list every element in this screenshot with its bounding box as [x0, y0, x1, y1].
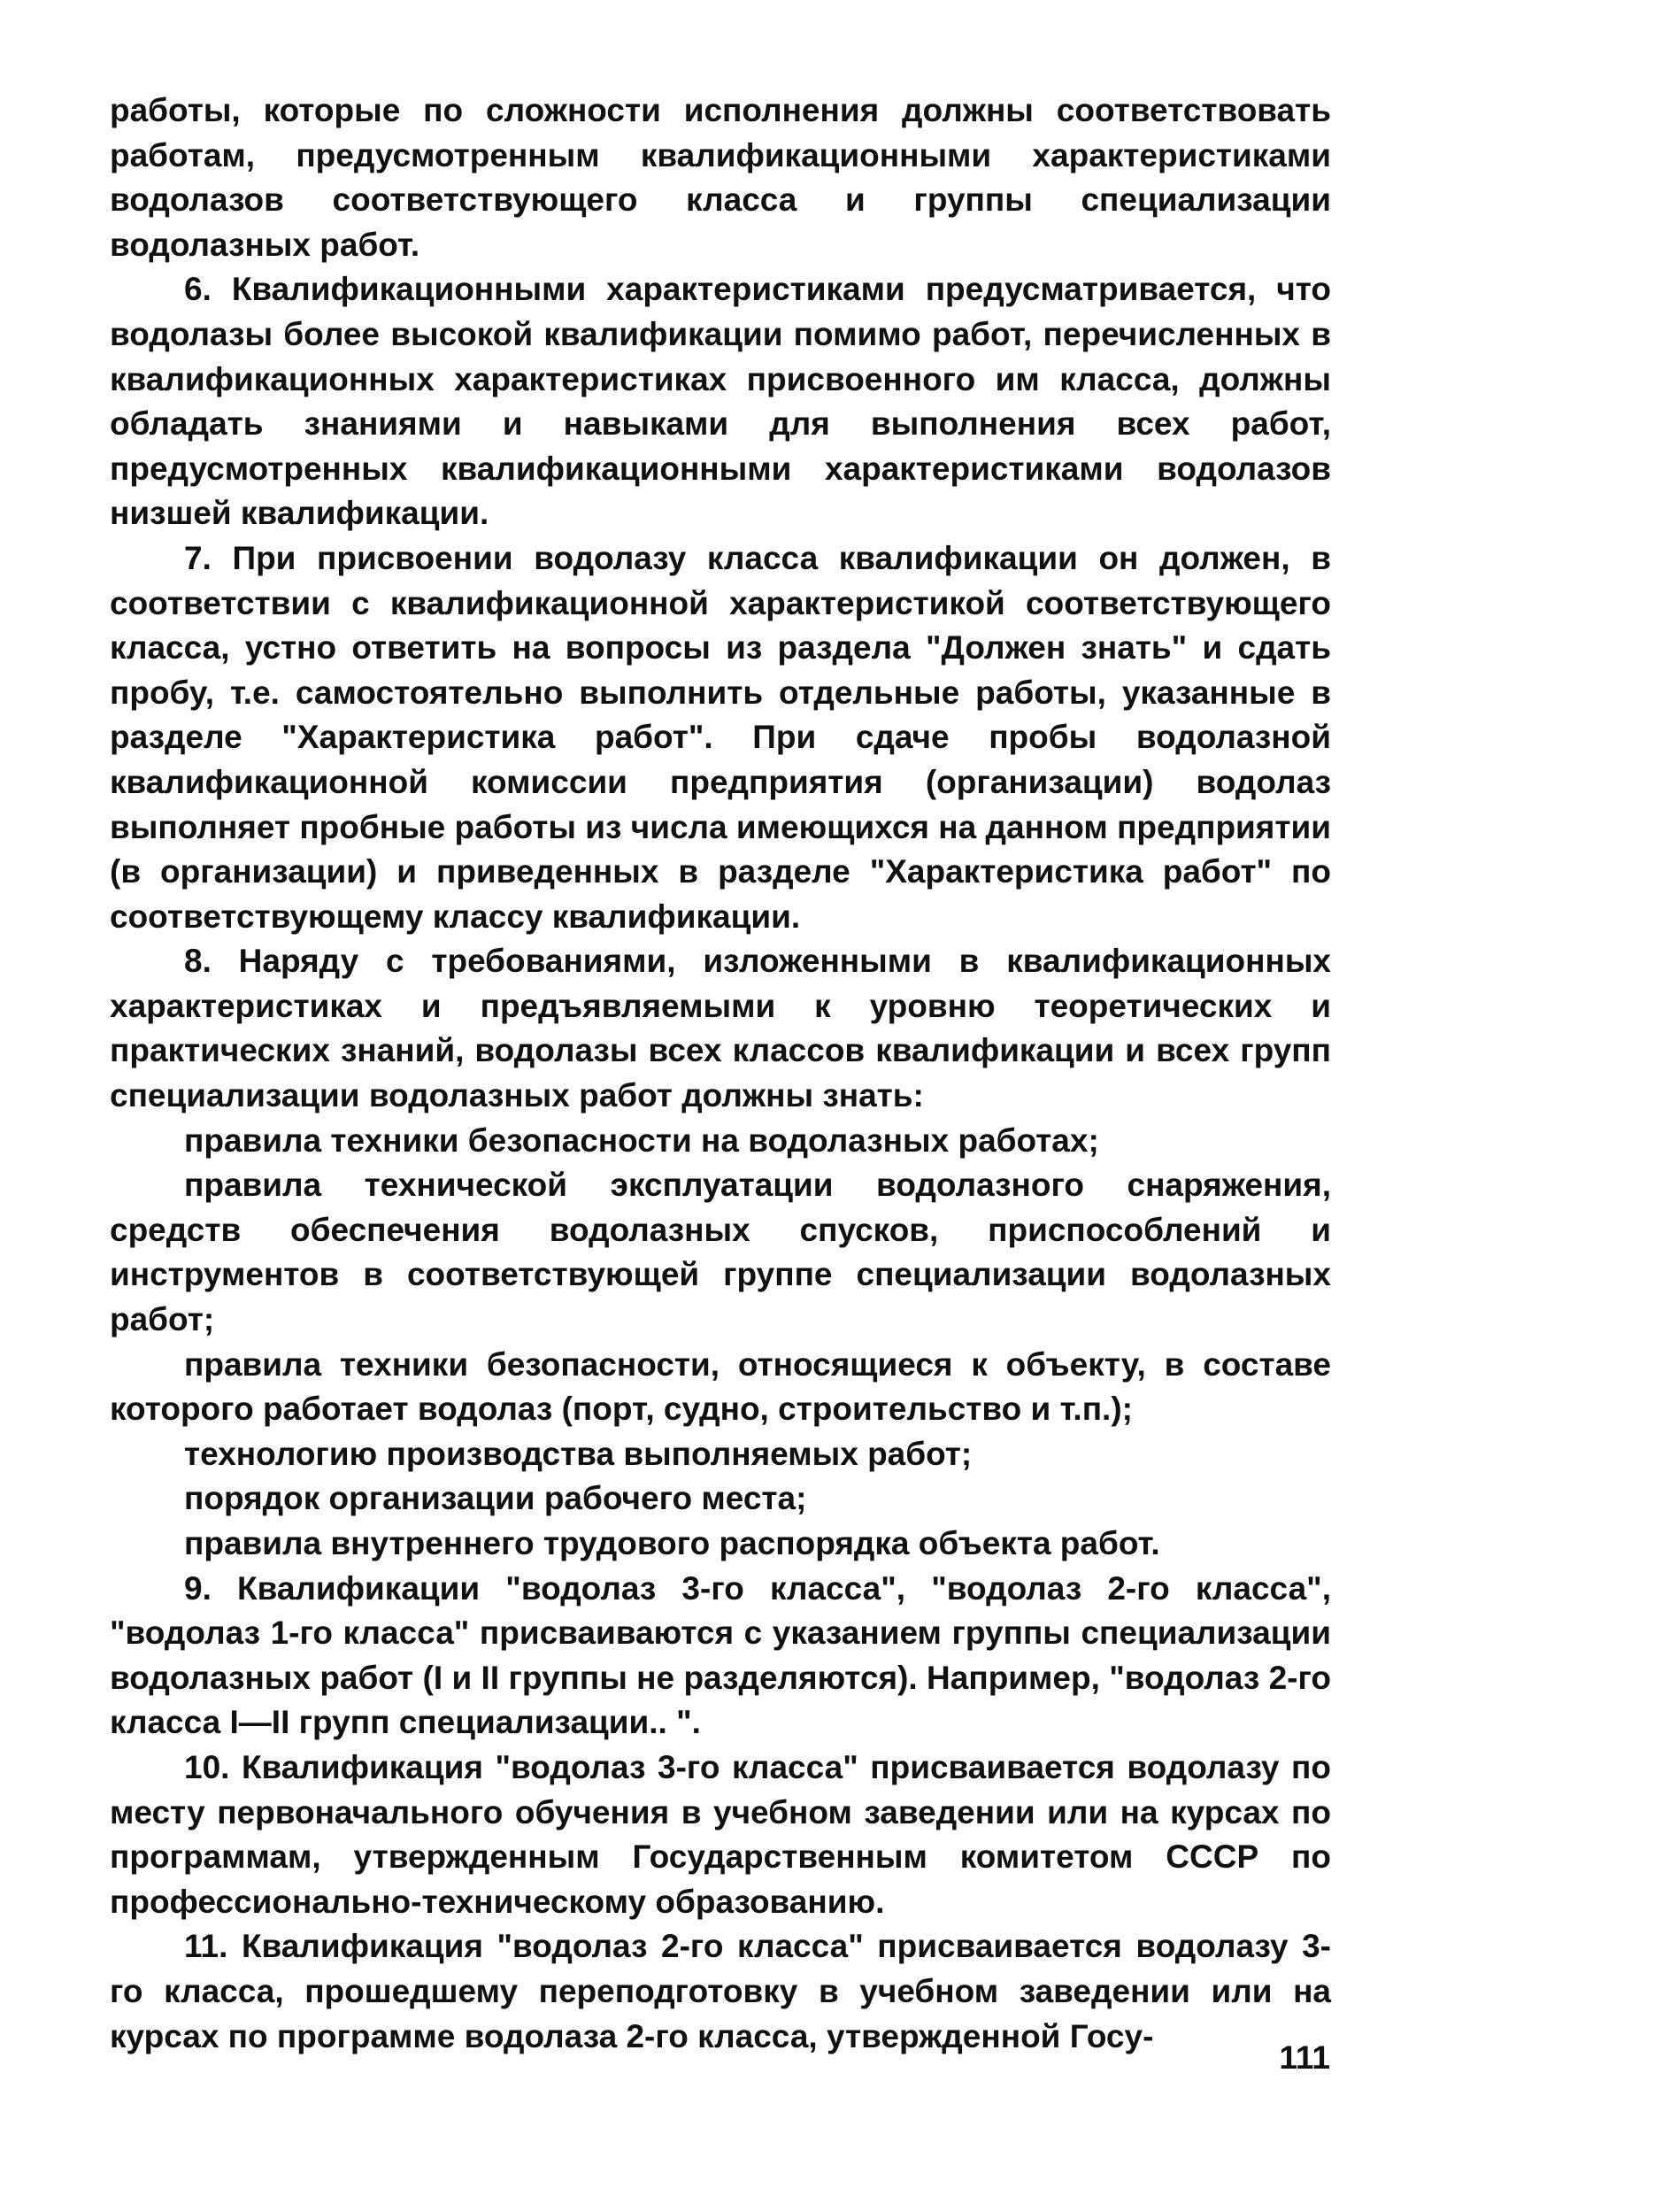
- list-item-equipment-rules: правила технической эксплуатации водолазного снаряжения, средств обеспечения водолазных спусков, приспособлений и инструментов в соответствующей группе специализации водолазных работ;: [110, 1167, 1331, 1338]
- list-item-technology: технологию производства выполняемых работ;: [184, 1435, 973, 1472]
- list-item-workplace: порядок организации рабочего места;: [184, 1480, 807, 1517]
- paragraph-11: 11. Квалификация "водолаз 2-го класса" присваивается водолазу 3-го класса, прошедшему переподготовку в учебном заведении или на курсах по программе водолаза 2-го класса, утвержденной Госу-: [110, 1928, 1331, 2054]
- paragraph-7: 7. При присвоении водолазу класса квалификации он должен, в соответствии с квалификационной характеристикой соответствующего класса, устно ответить на вопросы из раздела "Должен знать" и сдать пробу, т.е. самостоятельно выполнить отдельные работы, указанные в разделе "Характеристика работ". При сдаче пробы водолазной квалификационной комиссии предприятия (организации) водолаз выполняет пробные работы из числа имеющихся на данном предприятии (в организации) и приведенных в разделе "Характеристика работ" по соответствующему классу квалификации.: [110, 539, 1331, 935]
- page-body: [110, 89, 1331, 2059]
- list-item-object-safety: правила техники безопасности, относящиеся к объекту, в составе которого работает водолаз (порт, судно, строительство и т.п.);: [110, 1345, 1331, 1428]
- page-number: 111: [1279, 2039, 1330, 2076]
- paragraph-continuation: работы, которые по сложности исполнения должны соответствовать работам, предусмотренным квалификационными характеристиками водолазов соответствующего класса и группы специализации водолазных работ.: [110, 92, 1331, 263]
- paragraph-9: 9. Квалификации "водолаз 3-го класса", "водолаз 2-го класса", "водолаз 1-го класса" присваиваются с указанием группы специализации водолазных работ (I и II группы не разделяются). Например, "водолаз 2-го класса I—II групп специализации.. ".: [110, 1569, 1331, 1741]
- paragraph-8: 8. Наряду с требованиями, изложенными в квалификационных характеристиках и предъявляемыми к уровню теоретических и практических знаний, водолазы всех классов квалификации и всех групп специализации водолазных работ должны знать:: [110, 943, 1331, 1114]
- paragraph-6: 6. Квалификационными характеристиками предусматривается, что водолазы более высокой квалификации помимо работ, перечисленных в квалификационных характеристиках присвоенного им класса, должны обладать знаниями и навыками для выполнения всех работ, предусмотренных квалификационными характеристиками водолазов низшей квалификации.: [110, 271, 1331, 532]
- list-item-safety-rules: правила техники безопасности на водолазных работах;: [184, 1121, 1099, 1159]
- paragraph-10: 10. Квалификация "водолаз 3-го класса" присваивается водолазу по месту первоначального обучения в учебном заведении или на курсах по программам, утвержденным Государственным комитетом СССР по профессионально-техническому образованию.: [110, 1748, 1331, 1920]
- list-item-internal-rules: правила внутреннего трудового распорядка объекта работ.: [184, 1525, 1160, 1561]
